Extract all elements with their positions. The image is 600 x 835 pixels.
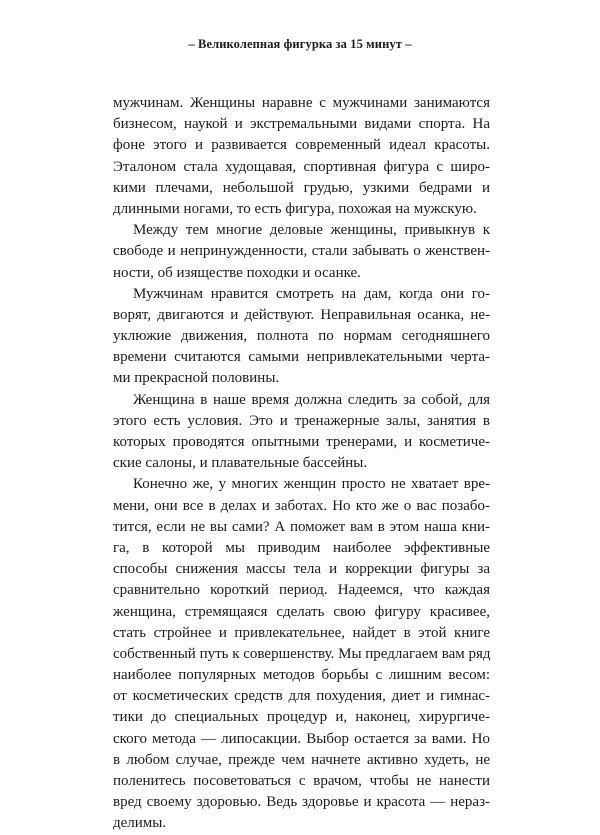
text-line: собственный путь к совершенству. Мы предлагаем вам ряд — [113, 645, 491, 662]
text-line: ности, об изяществе походки и осанке. — [113, 264, 361, 281]
text-line: Между тем многие деловые женщины, привыкнув к — [133, 222, 490, 239]
text-line: мени, они все в делах и заботах. Но кто же о вас позабо- — [113, 497, 490, 514]
body-text — [113, 93, 490, 835]
text-line: Конечно же, у многих женщин просто не хватает вре- — [133, 476, 490, 493]
text-line: способы снижения массы тела и коррекции фигуры за — [113, 561, 490, 578]
text-line: Эталоном стала худощавая, спортивная фигура с широ- — [113, 158, 490, 175]
text-line: которых проводятся опытными тренерами, и косметиче- — [113, 434, 490, 450]
text-line: в любом случае, прежде чем начнете активно худеть, не — [113, 751, 490, 768]
text-line: вред своему здоровью. Ведь здоровье и красота — нераз- — [113, 794, 490, 811]
text-line: свободе и непринужденности, стали забывать о женствен- — [113, 243, 490, 260]
text-line: бизнесом, наукой и экстремальными видами спорта. На — [113, 116, 490, 133]
text-line: ские салоны, и плавательные бассейны. — [113, 455, 368, 472]
text-line: наиболее популярных методов борьбы с лишним весом: — [113, 667, 490, 684]
text-line: ми прекрасной половины. — [113, 370, 280, 387]
text-line: стать стройнее и привлекательнее, найдет в этой книге — [113, 624, 490, 641]
text-line: ского метода — липосакции. Выбор остается за вами. Но — [113, 730, 490, 747]
text-line: от косметических средств для похудения, диет и гимнас- — [113, 688, 490, 705]
text-line: длинными ногами, то есть фигура, похожая на мужскую. — [113, 200, 477, 217]
text-line: женщина, стремящаяся сделать свою фигуру красивее, — [113, 603, 490, 620]
text-line: фоне этого и развивается современный идеал красоты. — [113, 137, 490, 154]
text-line: тится, если не вы сами? А поможет вам в этом наша кни- — [113, 518, 490, 535]
text-line: этого есть условия. Это и тренажерные залы, занятия в — [113, 412, 490, 429]
text-line: уклюжие движения, полнота по нормам сегодняшнего — [113, 328, 490, 345]
text-line: сравнительно короткий период. Надеемся, что каждая — [113, 582, 490, 599]
text-line: кими плечами, небольшой грудью, узкими бедрами и — [113, 179, 490, 196]
text-line: Женщина в наше время должна следить за собой, для — [133, 391, 490, 408]
text-line: га, в которой мы приводим наиболее эффективные — [113, 539, 490, 556]
text-line: тики до специальных процедур и, наконец, хирургиче- — [113, 709, 490, 726]
text-line: ворят, двигаются и действуют. Неправильная осанка, не- — [113, 306, 490, 323]
text-line: поленитесь посоветоваться с врачом, чтобы не нанести — [113, 773, 490, 789]
running-header: – Великолепная фигурка за 15 минут – — [188, 37, 412, 51]
text-line: мужчинам. Женщины наравне с мужчинами занимаются — [113, 95, 490, 111]
text-line: Мужчинам нравится смотреть на дам, когда они го- — [133, 285, 490, 302]
text-line: делимы. — [113, 815, 167, 832]
text-line: времени считаются самыми непривлекательными черта- — [113, 349, 490, 366]
